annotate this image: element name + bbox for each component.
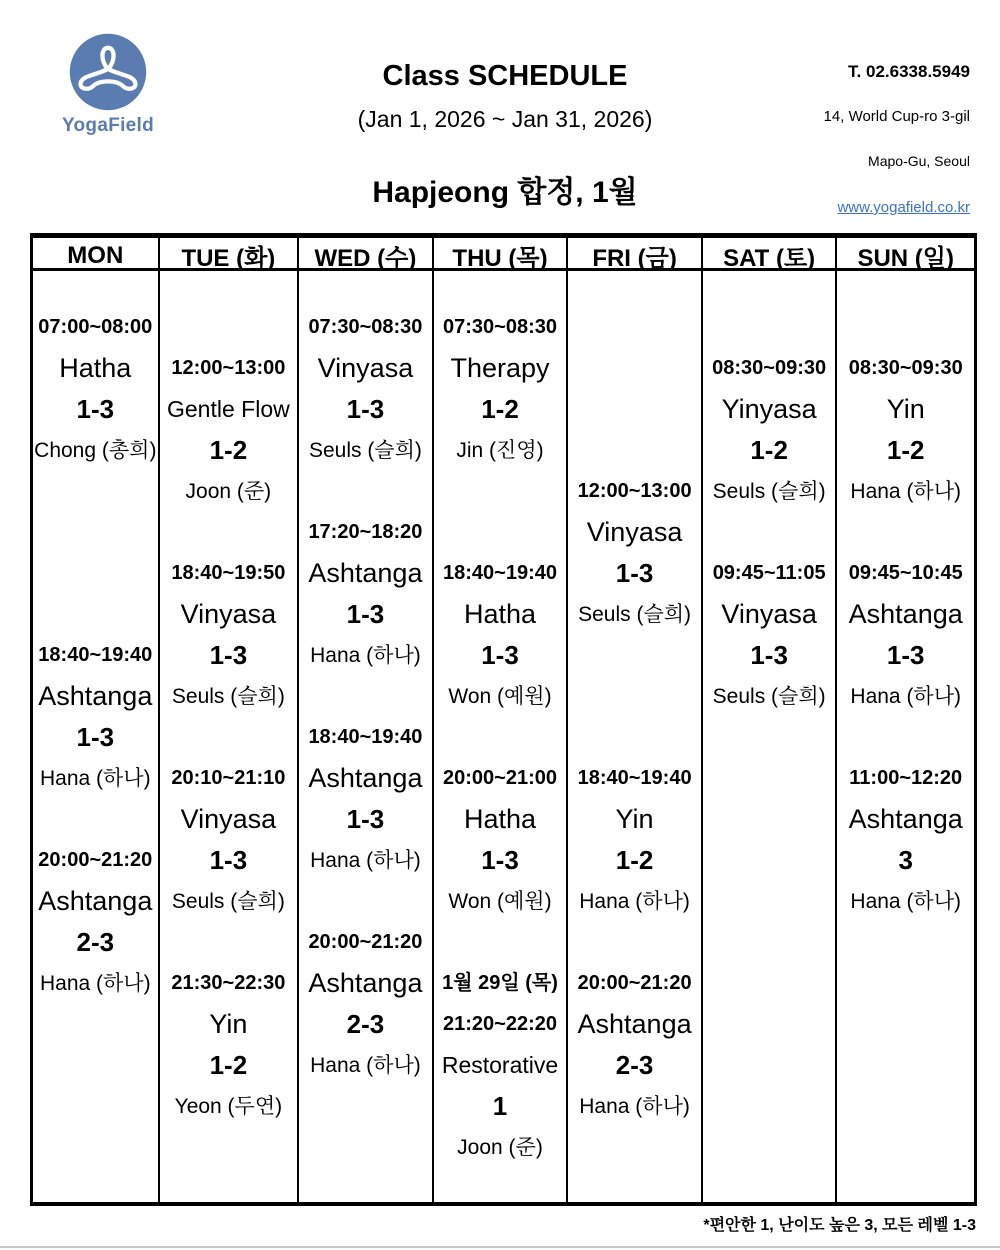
class-teacher: Jin (진영) <box>456 438 544 462</box>
class-time: 07:30~08:30 <box>308 315 423 338</box>
class-level: 1-2 <box>481 393 519 424</box>
class-name: Ashtanga <box>308 967 423 998</box>
class-entry <box>299 512 432 676</box>
class-time: 21:20~22:20 <box>443 1012 557 1035</box>
class-name: Vinyasa <box>180 598 277 629</box>
day-column-4 <box>568 271 703 1202</box>
contact-block <box>824 62 970 216</box>
class-time: 20:00~21:20 <box>577 971 692 994</box>
class-teacher: Chong (총희) <box>34 438 157 462</box>
class-teacher: Hana (하나) <box>579 1094 690 1118</box>
class-teacher: Seuls (슬희) <box>308 438 422 462</box>
day-header-3: THU (목) <box>434 238 569 273</box>
class-entry <box>160 553 298 717</box>
day-column-0 <box>33 271 160 1202</box>
day-column-2 <box>299 271 434 1202</box>
class-level: 1-2 <box>209 1049 248 1080</box>
class-name: Ashtanga <box>848 803 963 834</box>
class-entry <box>434 758 567 922</box>
day-column-6 <box>837 271 974 1202</box>
class-entry <box>299 717 432 881</box>
class-entry <box>160 963 298 1127</box>
class-level: 1-3 <box>481 844 519 875</box>
class-entry <box>33 840 158 1004</box>
class-teacher: Seuls (슬희) <box>712 479 826 503</box>
class-level: 1-3 <box>346 393 385 424</box>
class-level: 1-3 <box>481 639 519 670</box>
class-level: 1-3 <box>76 721 115 752</box>
class-time: 18:40~19:40 <box>38 643 153 666</box>
class-level: 1-3 <box>209 639 248 670</box>
class-time: 12:00~13:00 <box>171 356 286 379</box>
class-entry <box>703 348 836 512</box>
class-name: Restorative <box>441 1051 559 1078</box>
class-name: Ashtanga <box>308 557 423 588</box>
class-date: 1월 29일 (목) <box>442 971 558 994</box>
class-entry <box>160 348 298 512</box>
class-teacher: Yeon (두연) <box>174 1094 283 1118</box>
class-level: 2-3 <box>76 926 115 957</box>
class-level: 1-2 <box>886 434 925 465</box>
level-footnote: *편안한 1, 난이도 높은 3, 모든 레벨 1-3 <box>703 1217 976 1234</box>
class-level: 1-3 <box>886 639 925 670</box>
class-level: 1-3 <box>750 639 788 670</box>
class-name: Vinyasa <box>721 598 817 629</box>
class-time: 07:30~08:30 <box>443 315 557 338</box>
class-time: 12:00~13:00 <box>577 479 692 502</box>
day-header-5: SAT (토) <box>703 238 838 273</box>
class-entry <box>703 553 836 717</box>
class-time: 20:00~21:20 <box>38 848 153 871</box>
class-teacher: Hana (하나) <box>850 684 962 708</box>
class-level: 1-2 <box>750 434 788 465</box>
class-teacher: Hana (하나) <box>850 889 962 913</box>
class-level: 1-2 <box>615 844 654 875</box>
class-time: 17:20~18:20 <box>308 520 423 543</box>
phone-number: T. 02.6338.5949 <box>848 62 970 81</box>
class-name: Hatha <box>59 352 132 383</box>
class-name: Ashtanga <box>308 762 423 793</box>
class-name: Vinyasa <box>180 803 277 834</box>
class-level: 2-3 <box>615 1049 654 1080</box>
class-teacher: Seuls (슬희) <box>171 684 285 708</box>
class-entry <box>160 758 298 922</box>
class-entry <box>568 471 701 635</box>
class-time: 11:00~12:20 <box>849 766 963 789</box>
day-header-6: SUN (일) <box>857 245 954 272</box>
class-entry <box>434 963 567 1168</box>
class-teacher: Hana (하나) <box>310 1053 421 1077</box>
day-header-0: MON <box>33 238 160 273</box>
class-teacher: Hana (하나) <box>850 479 962 503</box>
class-level: 2-3 <box>346 1008 385 1039</box>
logo-text: YogaField <box>61 115 155 136</box>
class-entry <box>299 922 432 1086</box>
class-entry <box>434 307 567 471</box>
class-time: 08:30~09:30 <box>712 356 827 379</box>
class-entry <box>33 307 158 471</box>
class-name: Ashtanga <box>577 1008 692 1039</box>
class-teacher: Won (예원) <box>448 889 552 913</box>
class-time: 18:40~19:50 <box>171 561 286 584</box>
class-teacher: Seuls (슬희) <box>171 889 285 913</box>
day-header-1: TUE (화) <box>160 238 300 273</box>
class-teacher: Joon (준) <box>457 1135 543 1159</box>
class-name: Vinyasa <box>317 352 414 383</box>
class-level: 1-3 <box>76 393 115 424</box>
class-time: 09:45~11:05 <box>712 561 826 584</box>
day-column-1 <box>160 271 300 1202</box>
class-entry <box>568 963 701 1127</box>
day-header-2: WED (수) <box>299 238 434 273</box>
class-entry <box>33 635 158 799</box>
address-line-2: Mapo-Gu, Seoul <box>868 153 970 169</box>
class-entry <box>299 307 432 471</box>
class-level: 1-3 <box>209 844 248 875</box>
schedule-header-row <box>33 238 974 271</box>
class-level: 1-3 <box>615 557 654 588</box>
class-name: Hatha <box>463 803 537 834</box>
class-entry <box>434 553 567 717</box>
class-time: 20:10~21:10 <box>171 766 286 789</box>
class-teacher: Hana (하나) <box>310 848 421 872</box>
class-teacher: Joon (준) <box>185 479 272 503</box>
class-entry <box>568 758 701 922</box>
class-name: Gentle Flow <box>167 395 290 422</box>
schedule-table <box>30 233 977 1206</box>
logo <box>48 33 168 137</box>
class-name: Hatha <box>463 598 537 629</box>
location-title: Hapjeong 합정, 1월 <box>372 176 638 209</box>
page-title: Class SCHEDULE <box>382 60 628 92</box>
class-entry <box>837 553 974 717</box>
class-name: Vinyasa <box>586 516 683 547</box>
day-column-3 <box>434 271 569 1202</box>
class-time: 18:40~19:40 <box>443 561 557 584</box>
class-name: Yin <box>615 803 654 834</box>
schedule-body <box>33 271 974 1202</box>
class-time: 08:30~09:30 <box>848 356 963 379</box>
class-name: Ashtanga <box>38 680 153 711</box>
class-teacher: Hana (하나) <box>39 971 151 995</box>
class-name: Yin <box>886 393 925 424</box>
class-name: Ashtanga <box>848 598 963 629</box>
class-entry <box>837 348 974 512</box>
class-level: 1-2 <box>209 434 248 465</box>
title-block <box>235 60 775 211</box>
day-header-4: FRI (금) <box>568 238 703 273</box>
address-line-1: 14, World Cup-ro 3-gil <box>823 108 970 125</box>
class-name: Therapy <box>450 352 550 383</box>
class-level: 3 <box>898 844 913 875</box>
class-teacher: Hana (하나) <box>579 889 690 913</box>
class-entry <box>837 758 974 922</box>
class-level: 1-3 <box>346 598 385 629</box>
class-teacher: Hana (하나) <box>39 766 151 790</box>
class-name: Yin <box>209 1008 248 1039</box>
class-time: 18:40~19:40 <box>577 766 692 789</box>
class-teacher: Seuls (슬희) <box>578 602 692 626</box>
class-name: Yinyasa <box>721 393 817 424</box>
class-time: 07:00~08:00 <box>38 315 153 338</box>
date-range: (Jan 1, 2026 ~ Jan 31, 2026) <box>357 106 653 132</box>
day-column-5 <box>703 271 838 1202</box>
class-teacher: Hana (하나) <box>310 643 421 667</box>
class-level: 1 <box>492 1090 508 1121</box>
class-teacher: Won (예원) <box>448 684 552 708</box>
class-time: 18:40~19:40 <box>308 725 423 748</box>
class-time: 20:00~21:00 <box>443 766 557 789</box>
class-time: 20:00~21:20 <box>308 930 423 953</box>
class-time: 21:30~22:30 <box>171 971 286 994</box>
website-link[interactable]: www.yogafield.co.kr <box>837 199 970 216</box>
class-level: 1-3 <box>346 803 385 834</box>
yogafield-lotus-icon <box>69 33 147 111</box>
class-teacher: Seuls (슬희) <box>712 684 826 708</box>
class-name: Ashtanga <box>38 885 153 916</box>
class-time: 09:45~10:45 <box>848 561 963 584</box>
page-bottom-divider <box>0 1246 1000 1248</box>
